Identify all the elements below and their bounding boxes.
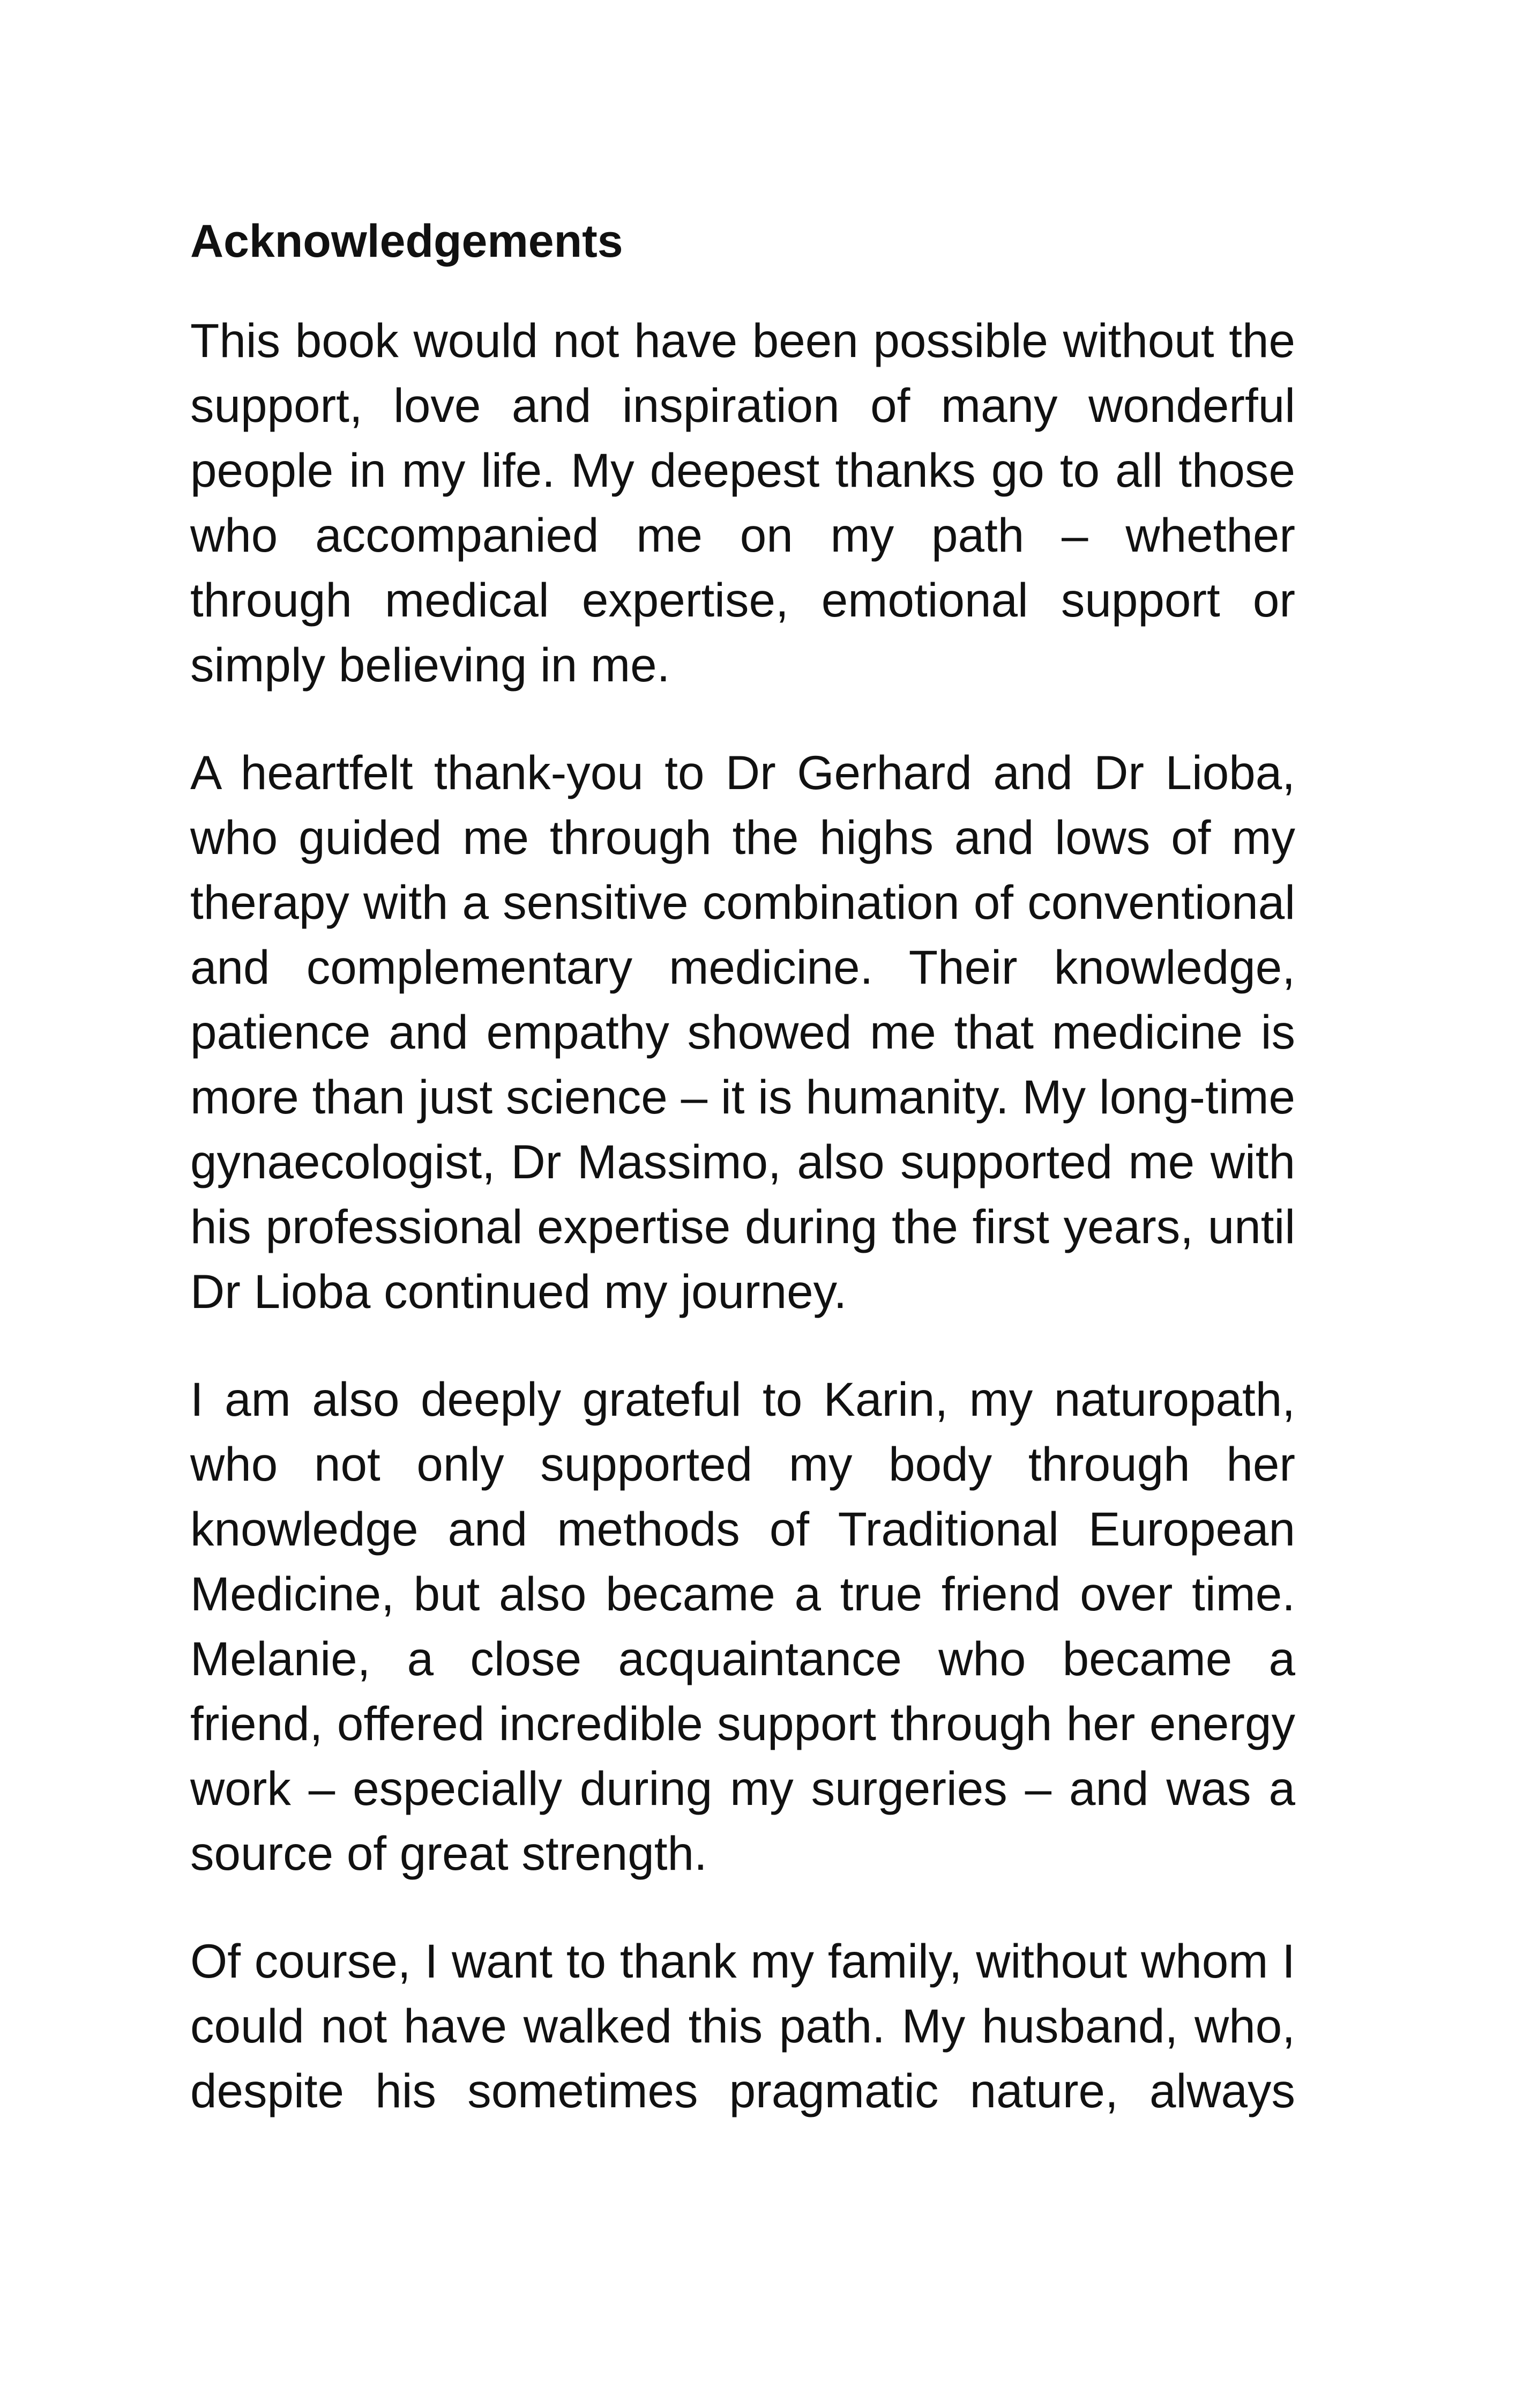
page-title: Acknowledgements xyxy=(190,215,623,267)
paragraph: I am also deeply grateful to Karin, my naturopath, who not only supported my body through her knowledge and methods of Traditional European Medicine, but also became a true friend over time. Melanie, a close acquaintance who became a friend, offered incredible support through her energy work – especially during my surgeries – and was a source of great strength. xyxy=(190,1372,1295,1880)
paragraph: Of course, I want to thank my family, without whom I could not have walked this path. My husband, who, despite his sometimes pragmatic nature, always xyxy=(190,1934,1295,2117)
paragraph: A heartfelt thank-you to Dr Gerhard and Dr Lioba, who guided me through the highs and lows of my therapy with a sensitive combination of conventional and complementary medicine. Their knowledge, patience and empathy showed me that medicine is more than just science – it is humanity. My long-time gynaecologist, Dr Massimo, also supported me with his professional expertise during the first years, until Dr Lioba continued my journey. xyxy=(190,746,1295,1318)
paragraph: This book would not have been possible without the support, love and inspiration of many wonderful people in my life. My deepest thanks go to all those who accompanied me on my path – whether through medical expertise, emotional support or simply believing in me. xyxy=(190,314,1295,692)
page-content xyxy=(190,212,1295,2123)
